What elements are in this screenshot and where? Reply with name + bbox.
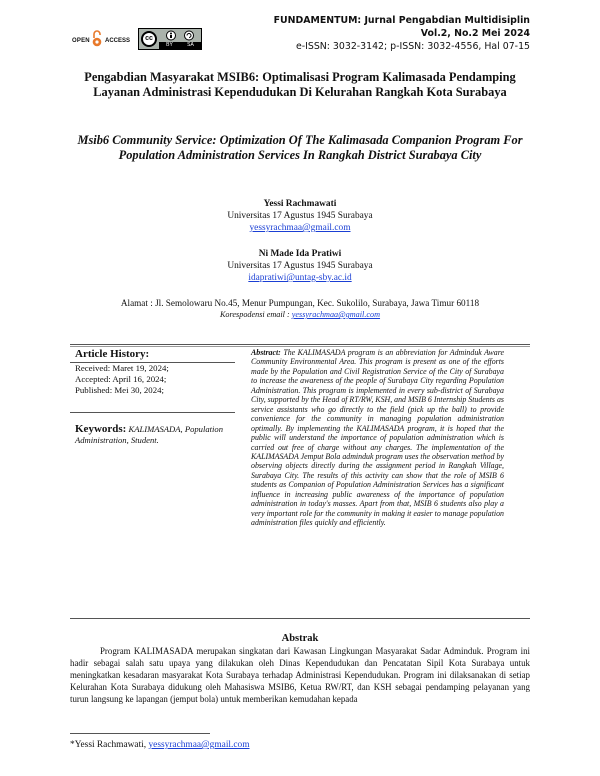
correspondence-label: Korespodensi email : — [219, 310, 290, 319]
correspondence-email-link[interactable]: yessyrachmaa@gmail.com — [291, 310, 381, 319]
abstract-english — [251, 348, 504, 528]
open-access-label-right: ACCESS — [105, 38, 131, 44]
author-name: Ni Made Ida Pratiwi — [258, 249, 342, 259]
received-date: Received: Maret 19, 2024; — [75, 363, 169, 373]
keywords-title: Keywords: — [75, 423, 127, 435]
bottom-rule — [70, 618, 530, 619]
paper-title-english: Msib6 Community Service: Optimization Of The Kalimasada Companion Program For Population Administration Services In Rangkah District Surabaya City — [77, 133, 523, 162]
cc-label-sa: SA — [187, 42, 194, 48]
author-block-2 — [70, 248, 530, 284]
footnote — [70, 740, 250, 750]
author-email-link[interactable]: idapratiwi@untag-sby.ac.id — [248, 273, 352, 283]
keywords-rule — [70, 412, 235, 413]
author-affiliation: Universitas 17 Agustus 1945 Surabaya — [227, 261, 373, 271]
published-date: Published: Mei 30, 2024; — [75, 385, 164, 395]
cc-license-badge[interactable] — [138, 28, 202, 50]
abstract-label: Abstract: — [251, 348, 281, 357]
abstract-text: The KALIMASADA program is an abbreviation for Adminduk Aware Community Environmental Area. This program is present as one of the efforts made by the Population and Civil Registration Service of the City of Surabaya to increase the awareness of the people of Surabaya City regarding Population Administration. This program is implemented in every sub-district of Surabaya City, supported by the Head of RT/RW, KSH, and MSIB 6 Internship Students as service assistants who go directly to the field (pick up the ball) to provide convenience for the community in managing population administration optimally. By implementing the KALIMASADA program, it is hoped that the public will understand the importance of population administration which is carried out free of charge without any charges. The implementation of the KALIMASADA Jemput Bola adminduk program uses the observation method by observing objects directly during the assignment period in Rangkah Village, Surabaya City. The results of this activity can show that the role of MSIB 6 students as Companion of Population Administration Services has a significant influence in increasing public awareness of the importance of population administration in today's masses. Apart from that, MSIB 6 students also play a very important role for the community in making it easier to manage population administration files quickly and efficiently. — [251, 348, 504, 528]
top-rule — [70, 344, 530, 345]
open-access-logo — [72, 30, 134, 52]
abstrak-body: Program KALIMASADA merupakan singkatan dari Kawasan Lingkungan Masyarakat Sadar Adminduk. Program ini hadir sebagai salah satu upaya yang dilakukan oleh Dinas Kependudukan dan Pencatatan Sipil Kota Surabaya untuk meningkatkan kesadaran masyarakat Kota Surabaya terhadap Administrasi Kependudukan. Program ini dilaksanakan di setiap Kelurahan Kota Surabaya didukung oleh Mahasiswa MSIB6, Ketua RW/RT, dan KSH sebagai pendamping pelayanan yang turun langsung ke lapangan (jemput bola) untuk memberikan kemudahan kepada — [70, 646, 530, 704]
author-affiliation: Universitas 17 Agustus 1945 Surabaya — [227, 211, 373, 221]
by-sa-icons — [161, 30, 201, 41]
footnote-email-link[interactable]: yessyrachmaa@gmail.com — [148, 740, 250, 750]
address: Alamat : Jl. Semolowaru No.45, Menur Pumpungan, Kec. Sukolilo, Surabaya, Jawa Timur 60118 — [120, 298, 480, 308]
accepted-date: Accepted: April 16, 2024; — [75, 374, 167, 384]
author-email-link[interactable]: yessyrachmaa@gmail.com — [249, 223, 351, 233]
cc-icon: cc — [141, 31, 157, 47]
cc-labels — [159, 42, 201, 49]
keywords — [75, 424, 235, 446]
footnote-author: *Yessi Rachmawati, — [70, 740, 147, 750]
journal-volume: Vol.2, No.2 Mei 2024 — [420, 28, 530, 39]
journal-info — [274, 14, 530, 53]
open-access-lock-icon — [92, 30, 102, 48]
keywords-text: KALIMASADA, Population Administration, Student. — [75, 424, 224, 445]
open-access-label-left: OPEN — [72, 38, 90, 44]
abstrak-heading: Abstrak — [281, 633, 319, 644]
journal-title: FUNDAMENTUM: Jurnal Pengabdian Multidisiplin — [273, 15, 530, 26]
top-rule-thin — [70, 346, 530, 347]
footnote-rule — [70, 733, 210, 734]
journal-issn: e-ISSN: 3032-3142; p-ISSN: 3032-4556, Hal 07-15 — [295, 41, 530, 52]
correspondence — [70, 309, 530, 320]
author-name: Yessi Rachmawati — [263, 199, 337, 209]
article-history-title: Article History: — [75, 348, 150, 360]
cc-label-by: BY — [166, 42, 173, 48]
author-block-1 — [70, 198, 530, 234]
paper-title-indonesian: Pengabdian Masyarakat MSIB6: Optimalisasi Program Kalimasada Pendamping Layanan Administrasi Kependudukan Di Kelurahan Rangkah Kota Surabaya — [84, 70, 516, 99]
